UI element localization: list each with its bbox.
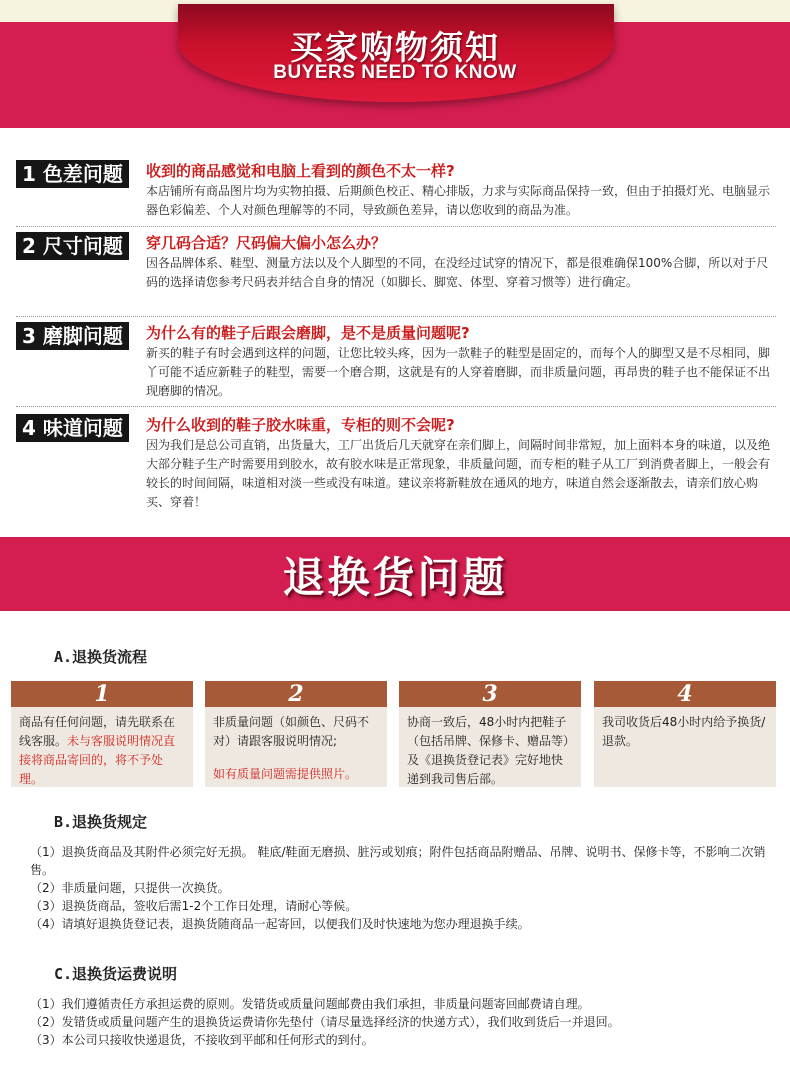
- faq-answer: 本店铺所有商品图片均为实物拍摄、后期颜色校正、精心排版，力求与实际商品保持一致，但由于拍摄灯光、电脑显示器色彩偏差、个人对颜色理解等的不同，导致颜色差异，请以您收到的商品为准。: [146, 184, 771, 217]
- step-number: 3: [399, 681, 581, 707]
- faq-question: 收到的商品感觉和电脑上看到的颜色不太一样?: [146, 162, 455, 180]
- faq-answer: 因各品牌体系、鞋型、测量方法以及个人脚型的不同，在没经过试穿的情况下，都是很难确保100%合脚，所以对于尺码的选择请您参考尺码表并结合自身的情况（如脚长、脚宽、体型、穿着习惯等）进行确定。: [146, 256, 769, 289]
- section-a-heading: A.退换货流程: [54, 648, 148, 666]
- step-warning: 未与客服说明情况直接将商品寄回的，将不予处理。: [19, 734, 176, 786]
- step-text: 商品有任何问题，请先联系在线客服。: [19, 715, 176, 748]
- process-step-2: [205, 681, 387, 787]
- step-body: [11, 707, 193, 789]
- list-item: （4）请填好退换货登记表，退换货随商品一起寄回，以便我们及时快速地为您办理退换手续。: [30, 917, 530, 931]
- faq-item-color: [16, 160, 776, 226]
- step-number: 1: [11, 681, 193, 707]
- rules-list: [30, 843, 770, 933]
- step-text: 我司收货后48小时内给予换货/退款。: [602, 715, 766, 748]
- step-number: 4: [594, 681, 776, 707]
- faq-item-rubbing: [16, 322, 776, 406]
- faq-label: 2 尺寸问题: [16, 232, 129, 260]
- section-b-heading: B.退换货规定: [54, 813, 148, 831]
- divider: [16, 226, 776, 227]
- faq-answer: 因为我们是总公司直销，出货量大，工厂出货后几天就穿在亲们脚上，间隔时间非常短，加上面料本身的味道，以及绝大部分鞋子生产时需要用到胶水，故有胶水味是正常现象，非质量问题，而专柜的鞋子从工厂到消费者脚上，一般会有较长的时间间隔，味道相对淡一些或没有味道。建议亲将新鞋放在通风的地方，味道自然会逐渐散去，请亲们放心购买、穿着！: [146, 438, 771, 509]
- faq-answer: 新买的鞋子有时会遇到这样的问题，让您比较头疼，因为一款鞋子的鞋型是固定的，而每个人的脚型又是不尽相同，脚丫可能不适应新鞋子的鞋型，需要一个磨合期，这就是有的人穿着磨脚，而非质量问题，再昂贵的鞋子也不能保证不出现磨脚的情况。: [146, 346, 771, 398]
- faq-question: 为什么有的鞋子后跟会磨脚，是不是质量问题呢?: [146, 324, 470, 342]
- step-body: [399, 707, 581, 789]
- process-step-3: [399, 681, 581, 787]
- divider: [16, 406, 776, 407]
- list-item: （2）非质量问题，只提供一次换货。: [30, 881, 230, 895]
- page-title: 买家购物须知: [290, 28, 500, 67]
- faq-label: 4 味道问题: [16, 414, 129, 442]
- faq-label: 1 色差问题: [16, 160, 129, 188]
- list-item: （3）本公司只接收快递退货，不接收到平邮和任何形式的到付。: [30, 1033, 374, 1047]
- header-banner: [0, 0, 790, 128]
- faq-item-smell: [16, 414, 776, 518]
- faq-item-size: [16, 232, 776, 316]
- process-step-1: [11, 681, 193, 787]
- divider: [16, 316, 776, 317]
- faq-question: 为什么收到的鞋子胶水味重，专柜的则不会呢?: [146, 416, 455, 434]
- returns-title: 退换货问题: [282, 553, 508, 602]
- step-warning: 如有质量问题需提供照片。: [213, 767, 358, 781]
- step-text: 非质量问题（如颜色、尺码不对）请跟客服说明情况;: [213, 715, 370, 748]
- list-item: （1）我们遵循责任方承担运费的原则。发错货或质量问题邮费由我们承担，非质量问题寄回邮费请自理。: [30, 997, 590, 1011]
- list-item: （3）退换货商品，签收后需1-2个工作日处理，请耐心等候。: [30, 899, 358, 913]
- list-item: （2）发错货或质量问题产生的退换货运费请你先垫付（请尽量选择经济的快递方式），我们收到货后一并退回。: [30, 1015, 620, 1029]
- step-body: [205, 707, 387, 784]
- step-number: 2: [205, 681, 387, 707]
- faq-label: 3 磨脚问题: [16, 322, 129, 350]
- page-subtitle: BUYERS NEED TO KNOW: [273, 62, 517, 83]
- faq-question: 穿几码合适？尺码偏大偏小怎么办？: [146, 234, 387, 252]
- step-body: [594, 707, 776, 751]
- shipping-list: [30, 995, 770, 1049]
- list-item: （1）退换货商品及其附件必须完好无损。 鞋底/鞋面无磨损、脏污或划痕；附件包括商品附赠品、吊牌、说明书、保修卡等，不影响二次销售。: [30, 845, 766, 877]
- process-step-4: [594, 681, 776, 787]
- section-c-heading: C.退换货运费说明: [54, 965, 178, 983]
- step-text: 协商一致后，48小时内把鞋子（包括吊牌、保修卡、赠品等）及《退换货登记表》完好地快递到我司售后部。: [407, 715, 570, 786]
